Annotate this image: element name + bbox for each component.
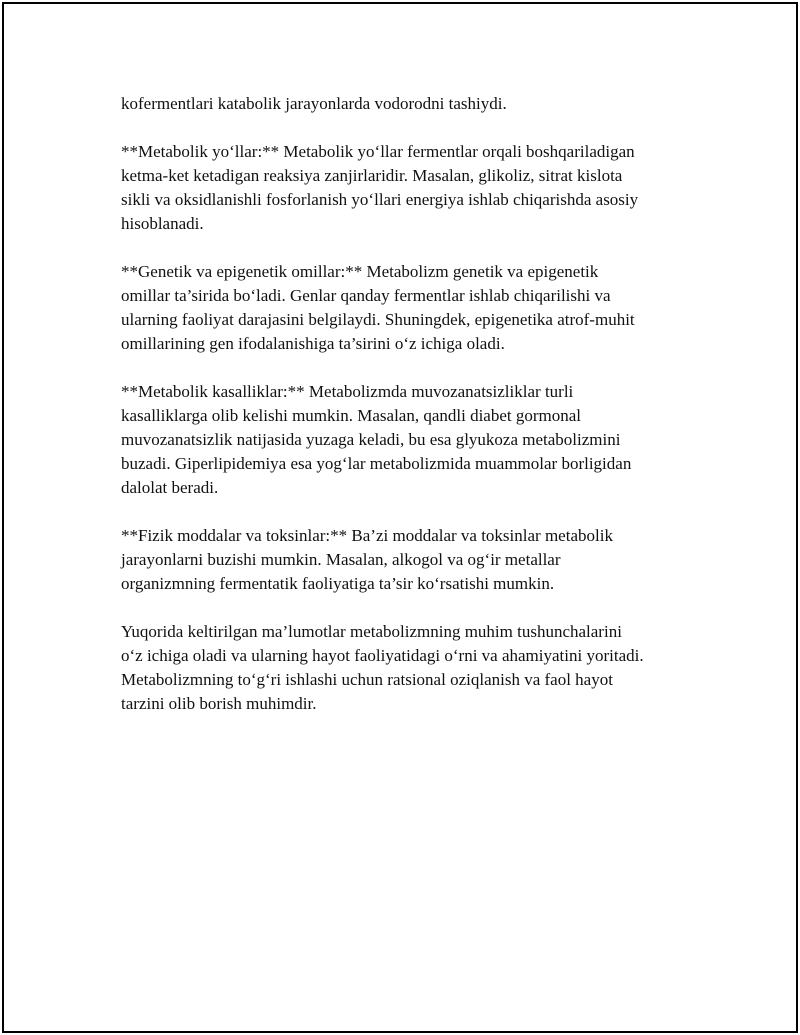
text-line: dalolat beradi. bbox=[121, 478, 219, 497]
text-line: o‘z ichiga oladi va ularning hayot faoliyatidagi o‘rni va ahamiyatini yoritadi. bbox=[121, 646, 644, 665]
paragraph-metabolik-yollar bbox=[121, 140, 701, 236]
text-line: sikli va oksidlanishli fosforlanish yo‘llari energiya ishlab chiqarishda asosiy bbox=[121, 190, 639, 209]
text-line: **Metabolik yo‘llar:** Metabolik yo‘llar fermentlar orqali boshqariladigan bbox=[121, 142, 635, 161]
text-line: jarayonlarni buzishi mumkin. Masalan, alkogol va og‘ir metallar bbox=[121, 550, 561, 569]
paragraph-xulosa bbox=[121, 620, 701, 716]
text-line: Metabolizmning to‘g‘ri ishlashi uchun ratsional oziqlanish va faol hayot bbox=[121, 670, 613, 689]
text-line: Yuqorida keltirilgan ma’lumotlar metabolizmning muhim tushunchalarini bbox=[121, 622, 622, 641]
document-page bbox=[2, 2, 798, 1033]
paragraph-metabolik-kasalliklar bbox=[121, 380, 701, 500]
paragraph-genetik-omillar bbox=[121, 260, 701, 356]
text-line: omillarining gen ifodalanishiga ta’sirini o‘z ichiga oladi. bbox=[121, 334, 505, 353]
text-line: tarzini olib borish muhimdir. bbox=[121, 694, 317, 713]
text-line: omillar ta’sirida bo‘ladi. Genlar qanday fermentlar ishlab chiqarilishi va bbox=[121, 286, 611, 305]
paragraph-koferment bbox=[121, 92, 701, 116]
text-line: **Genetik va epigenetik omillar:** Metabolizm genetik va epigenetik bbox=[121, 262, 599, 281]
paragraph-fizik-moddalar bbox=[121, 524, 701, 596]
document-body bbox=[121, 92, 701, 740]
text-line: ularning faoliyat darajasini belgilaydi. Shuningdek, epigenetika atrof-muhit bbox=[121, 310, 635, 329]
text-line: **Fizik moddalar va toksinlar:** Ba’zi moddalar va toksinlar metabolik bbox=[121, 526, 613, 545]
text-line: ketma-ket ketadigan reaksiya zanjirlaridir. Masalan, glikoliz, sitrat kislota bbox=[121, 166, 623, 185]
text-line: muvozanatsizlik natijasida yuzaga keladi, bu esa glyukoza metabolizmini bbox=[121, 430, 621, 449]
text-line: **Metabolik kasalliklar:** Metabolizmda muvozanatsizliklar turli bbox=[121, 382, 574, 401]
text-line: kofermentlari katabolik jarayonlarda vodorodni tashiydi. bbox=[121, 94, 507, 113]
text-line: kasalliklarga olib kelishi mumkin. Masalan, qandli diabet gormonal bbox=[121, 406, 582, 425]
text-line: organizmning fermentatik faoliyatiga ta’sir ko‘rsatishi mumkin. bbox=[121, 574, 555, 593]
text-line: buzadi. Giperlipidemiya esa yog‘lar metabolizmida muammolar borligidan bbox=[121, 454, 632, 473]
text-line: hisoblanadi. bbox=[121, 214, 204, 233]
